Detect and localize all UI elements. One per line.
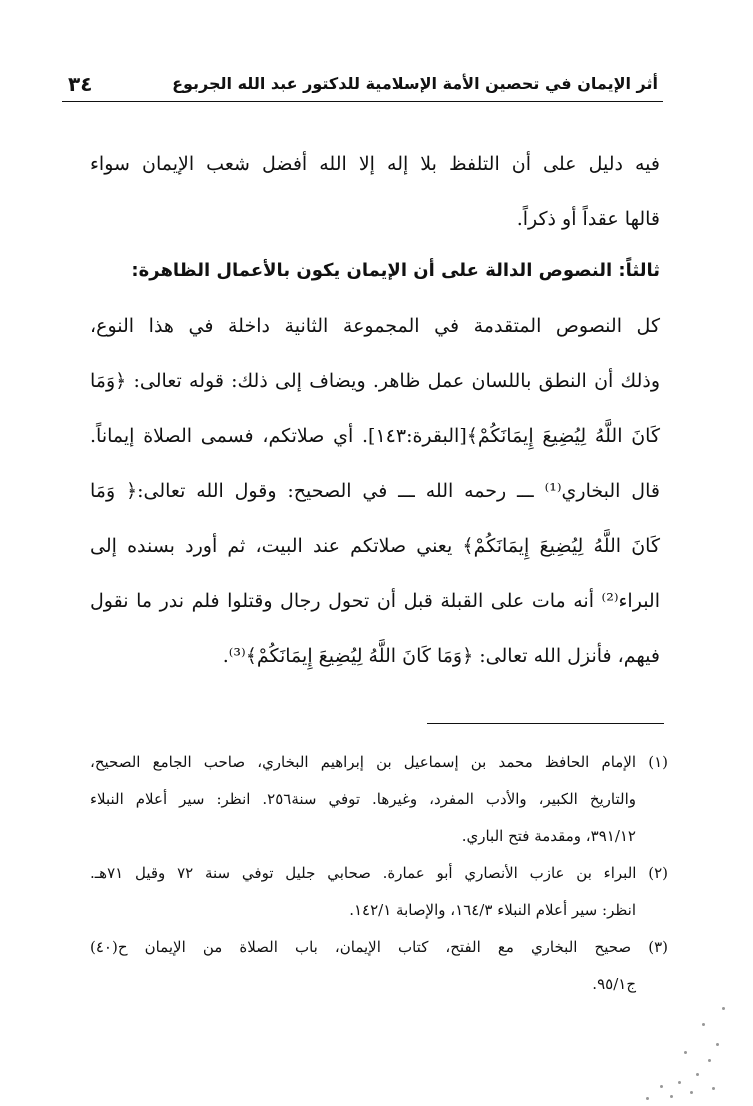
running-header xyxy=(62,72,662,100)
text-line: قالها عقداً أو ذكراً. xyxy=(516,208,660,230)
text-line: البراء⁽²⁾ أنه مات على القبلة قبل أن تحول رجال وقتلوا فلم ندر ما نقول xyxy=(90,590,660,612)
footnote-line: ٣٩١/١٢، ومقدمة فتح الباري. xyxy=(461,827,636,845)
footnote-line: (١) الإمام الحافظ محمد بن إسماعيل بن إبراهيم البخاري، صاحب الجامع الصحيح، xyxy=(90,753,668,771)
footnote-line: (٣) صحيح البخاري مع الفتح، كتاب الإيمان، باب الصلاة من الإيمان ح(٤٠) xyxy=(90,938,668,956)
header-rule xyxy=(62,101,663,102)
main-text xyxy=(90,138,660,685)
text-line: وذلك أن النطق باللسان عمل ظاهر. ويضاف إلى ذلك: قوله تعالى: ﴿وَمَا xyxy=(90,370,660,392)
footnote-line: انظر: سير أعلام النبلاء ١٦٤/٣، والإصابة ١٤٢/١. xyxy=(349,901,636,919)
header-title: أثر الإيمان في تحصين الأمة الإسلامية للدكتور عبد الله الجربوع xyxy=(172,74,658,93)
footnote-separator xyxy=(427,723,664,724)
text-line: كَانَ اللَّهُ لِيُضِيعَ إِيمَانَكُمْ﴾ يعني صلاتكم عند البيت، ثم أورد بسنده إلى xyxy=(90,535,660,557)
page-number: ٣٤ xyxy=(68,72,93,96)
text-line: كل النصوص المتقدمة في المجموعة الثانية داخلة في هذا النوع، xyxy=(90,315,660,337)
scan-speckle xyxy=(613,996,733,1106)
text-line: كَانَ اللَّهُ لِيُضِيعَ إِيمَانَكُمْ﴾[البقرة:١٤٣]. أي صلاتكم، فسمى الصلاة إيماناً. xyxy=(90,425,660,447)
footnote-line: والتاريخ الكبير، والأدب المفرد، وغيرها. توفي سنة٢٥٦. انظر: سير أعلام النبلاء xyxy=(90,790,636,808)
footnote-line: (٢) البراء بن عازب الأنصاري أبو عمارة. صحابي جليل توفي سنة ٧٢ وقيل ٧١هـ. xyxy=(90,864,668,882)
text-line: فيهم، فأنزل الله تعالى: ﴿وَمَا كَانَ اللَّهُ لِيُضِيعَ إِيمَانَكُمْ﴾⁽³⁾. xyxy=(222,645,660,667)
section-heading: ثالثاً: النصوص الدالة على أن الإيمان يكون بالأعمال الظاهرة: xyxy=(131,260,660,281)
text-line: قال البخاري⁽¹⁾ ـــ رحمه الله ـــ في الصحيح: وقول الله تعالى:﴿ وَمَا xyxy=(90,480,660,502)
footnotes xyxy=(90,745,668,1004)
text-line: فيه دليل على أن التلفظ بلا إله إلا الله أفضل شعب الإيمان سواء xyxy=(90,153,660,175)
footnote-line: ج٩٥/١. xyxy=(592,975,636,993)
